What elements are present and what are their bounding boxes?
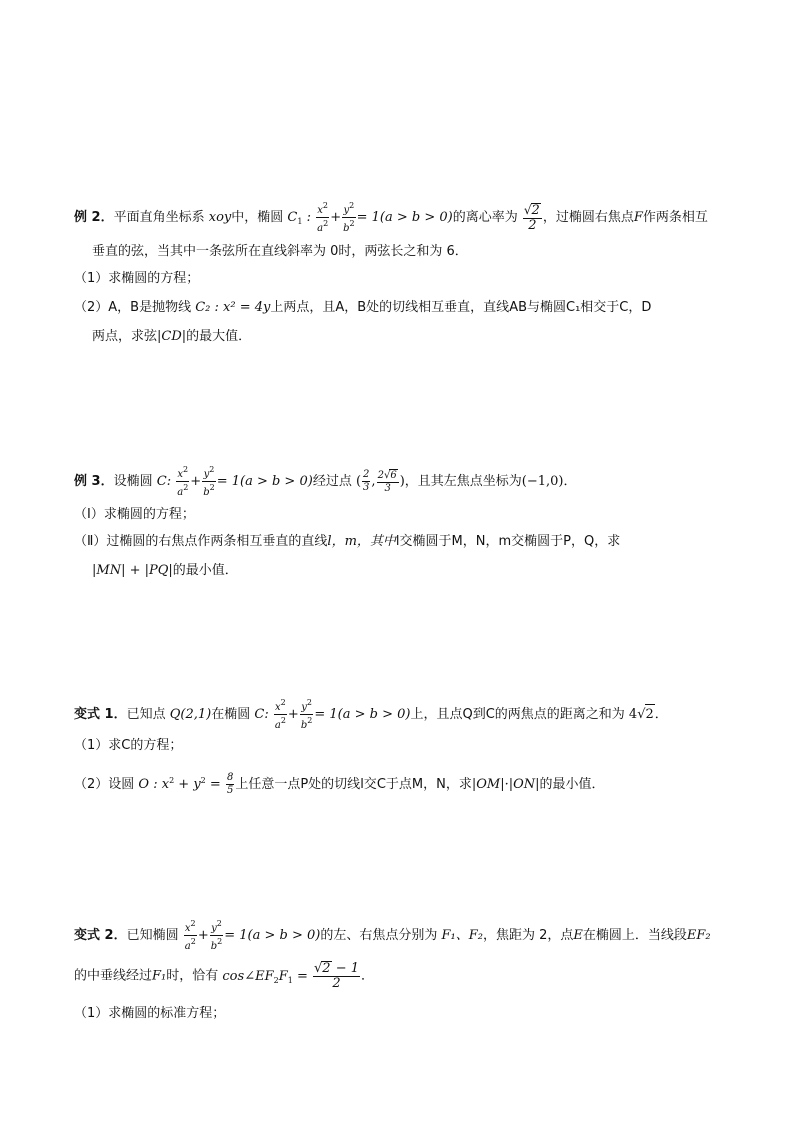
example-2-part-1: （1）求椭圆的方程； [74, 271, 200, 286]
variant-2-label: 变式 2 [74, 928, 114, 943]
variant-2-line-1: 变式 2．已知椭圆 $\frac{x^2}{a^2}$ + $\frac{y^2}{b^2}$ = 1(a > b > 0)的左、右焦点分别为 F₁、F₂，焦距为 2，点E在椭圆上．当线段EF₂ [74, 919, 711, 952]
example-3-label: 例 3 [74, 474, 101, 489]
cosine-expression: $\cos\angle EF_2F_1$ = $\frac{√2 - 1}{2}$ [222, 961, 360, 991]
example-3-line-1: 例 3．设椭圆 C: $\frac{x^2}{a^2}$ + $\frac{y^2}{b^2}$ = 1(a > b > 0)经过点 ( $\frac{2}{3}$ , $\frac{2√6}{3}$ )，且其左焦点坐标为(−1,0)． [74, 465, 577, 498]
variant-2-part-1: （1）求椭圆的标准方程； [74, 1006, 226, 1021]
variant-1-part-1: （1）求C的方程； [74, 738, 183, 753]
ellipse-equation: $\frac{x^2}{a^2}$ + $\frac{y^2}{b^2}$ = 1(a > b > 0) [184, 919, 321, 952]
ellipse-equation: C: $\frac{x^2}{a^2}$ + $\frac{y^2}{b^2}$ = 1(a > b > 0) [156, 465, 313, 498]
ellipse-equation: C: $\frac{x^2}{a^2}$ + $\frac{y^2}{b^2}$ = 1(a > b > 0) [254, 698, 411, 731]
example-2-part-2: （2）A，B是抛物线 C₂ : x² = 4y上两点，且A，B处的切线相互垂直，直线AB与椭圆C₁相交于C，D [74, 300, 652, 315]
variant-1-line-1: 变式 1．已知点 Q(2,1)在椭圆 C: $\frac{x^2}{a^2}$ + $\frac{y^2}{b^2}$ = 1(a > b > 0)上，且点Q到C的两焦点的距离之和为 4√2． [74, 698, 668, 731]
example-2-line-2: 垂直的弦，当其中一条弦所在直线斜率为 0时，两弦长之和为 6． [92, 244, 468, 259]
variant-1-part-2: （2）设圆 O : $x^2 + y^2$ = $\frac{8}{5}$ 上任意一点P处的切线l交C于点M，N，求|OM|·|ON|的最小值． [74, 772, 605, 796]
point-coordinates: ( $\frac{2}{3}$ , $\frac{2√6}{3}$ ) [355, 469, 405, 494]
example-3-part-2-line-2: |MN| + |PQ|的最小值． [92, 563, 238, 578]
example-3-part-2: （Ⅱ）过椭圆的右焦点作两条相互垂直的直线l，m，其中l交椭圆于M，N，m交椭圆于P，Q，求 [74, 534, 621, 549]
distance-sum: 4√2 [629, 707, 655, 722]
eccentricity-value: $\frac{√2}{2}$ [523, 202, 540, 233]
example-2-line-1: 例 2．平面直角坐标系 xoy中，椭圆 $C_1$ : $\frac{x^2}{a^2}$ + $\frac{y^2}{b^2}$ = 1(a > b > 0)的离心率为 $\frac{√2}{2}$ ，过椭圆右焦点F作两条相互 [74, 201, 708, 234]
example-3-part-1: （Ⅰ）求椭圆的方程； [74, 507, 195, 522]
parabola-equation: C₂ : x² = 4y [195, 300, 271, 315]
variant-1-label: 变式 1 [74, 707, 114, 722]
example-2-label: 例 2 [74, 210, 101, 225]
ellipse-equation: $C_1$ : $\frac{x^2}{a^2}$ + $\frac{y^2}{b^2}$ = 1(a > b > 0) [287, 201, 453, 234]
variant-2-line-2: 的中垂线经过F₁时，恰有 $\cos\angle EF_2F_1$ = $\frac{√2 - 1}{2}$ ． [74, 961, 375, 991]
circle-equation: O : $x^2 + y^2$ = $\frac{8}{5}$ [138, 772, 234, 796]
example-2-part-2-line-2: 两点，求弦|CD|的最大值． [92, 329, 252, 344]
